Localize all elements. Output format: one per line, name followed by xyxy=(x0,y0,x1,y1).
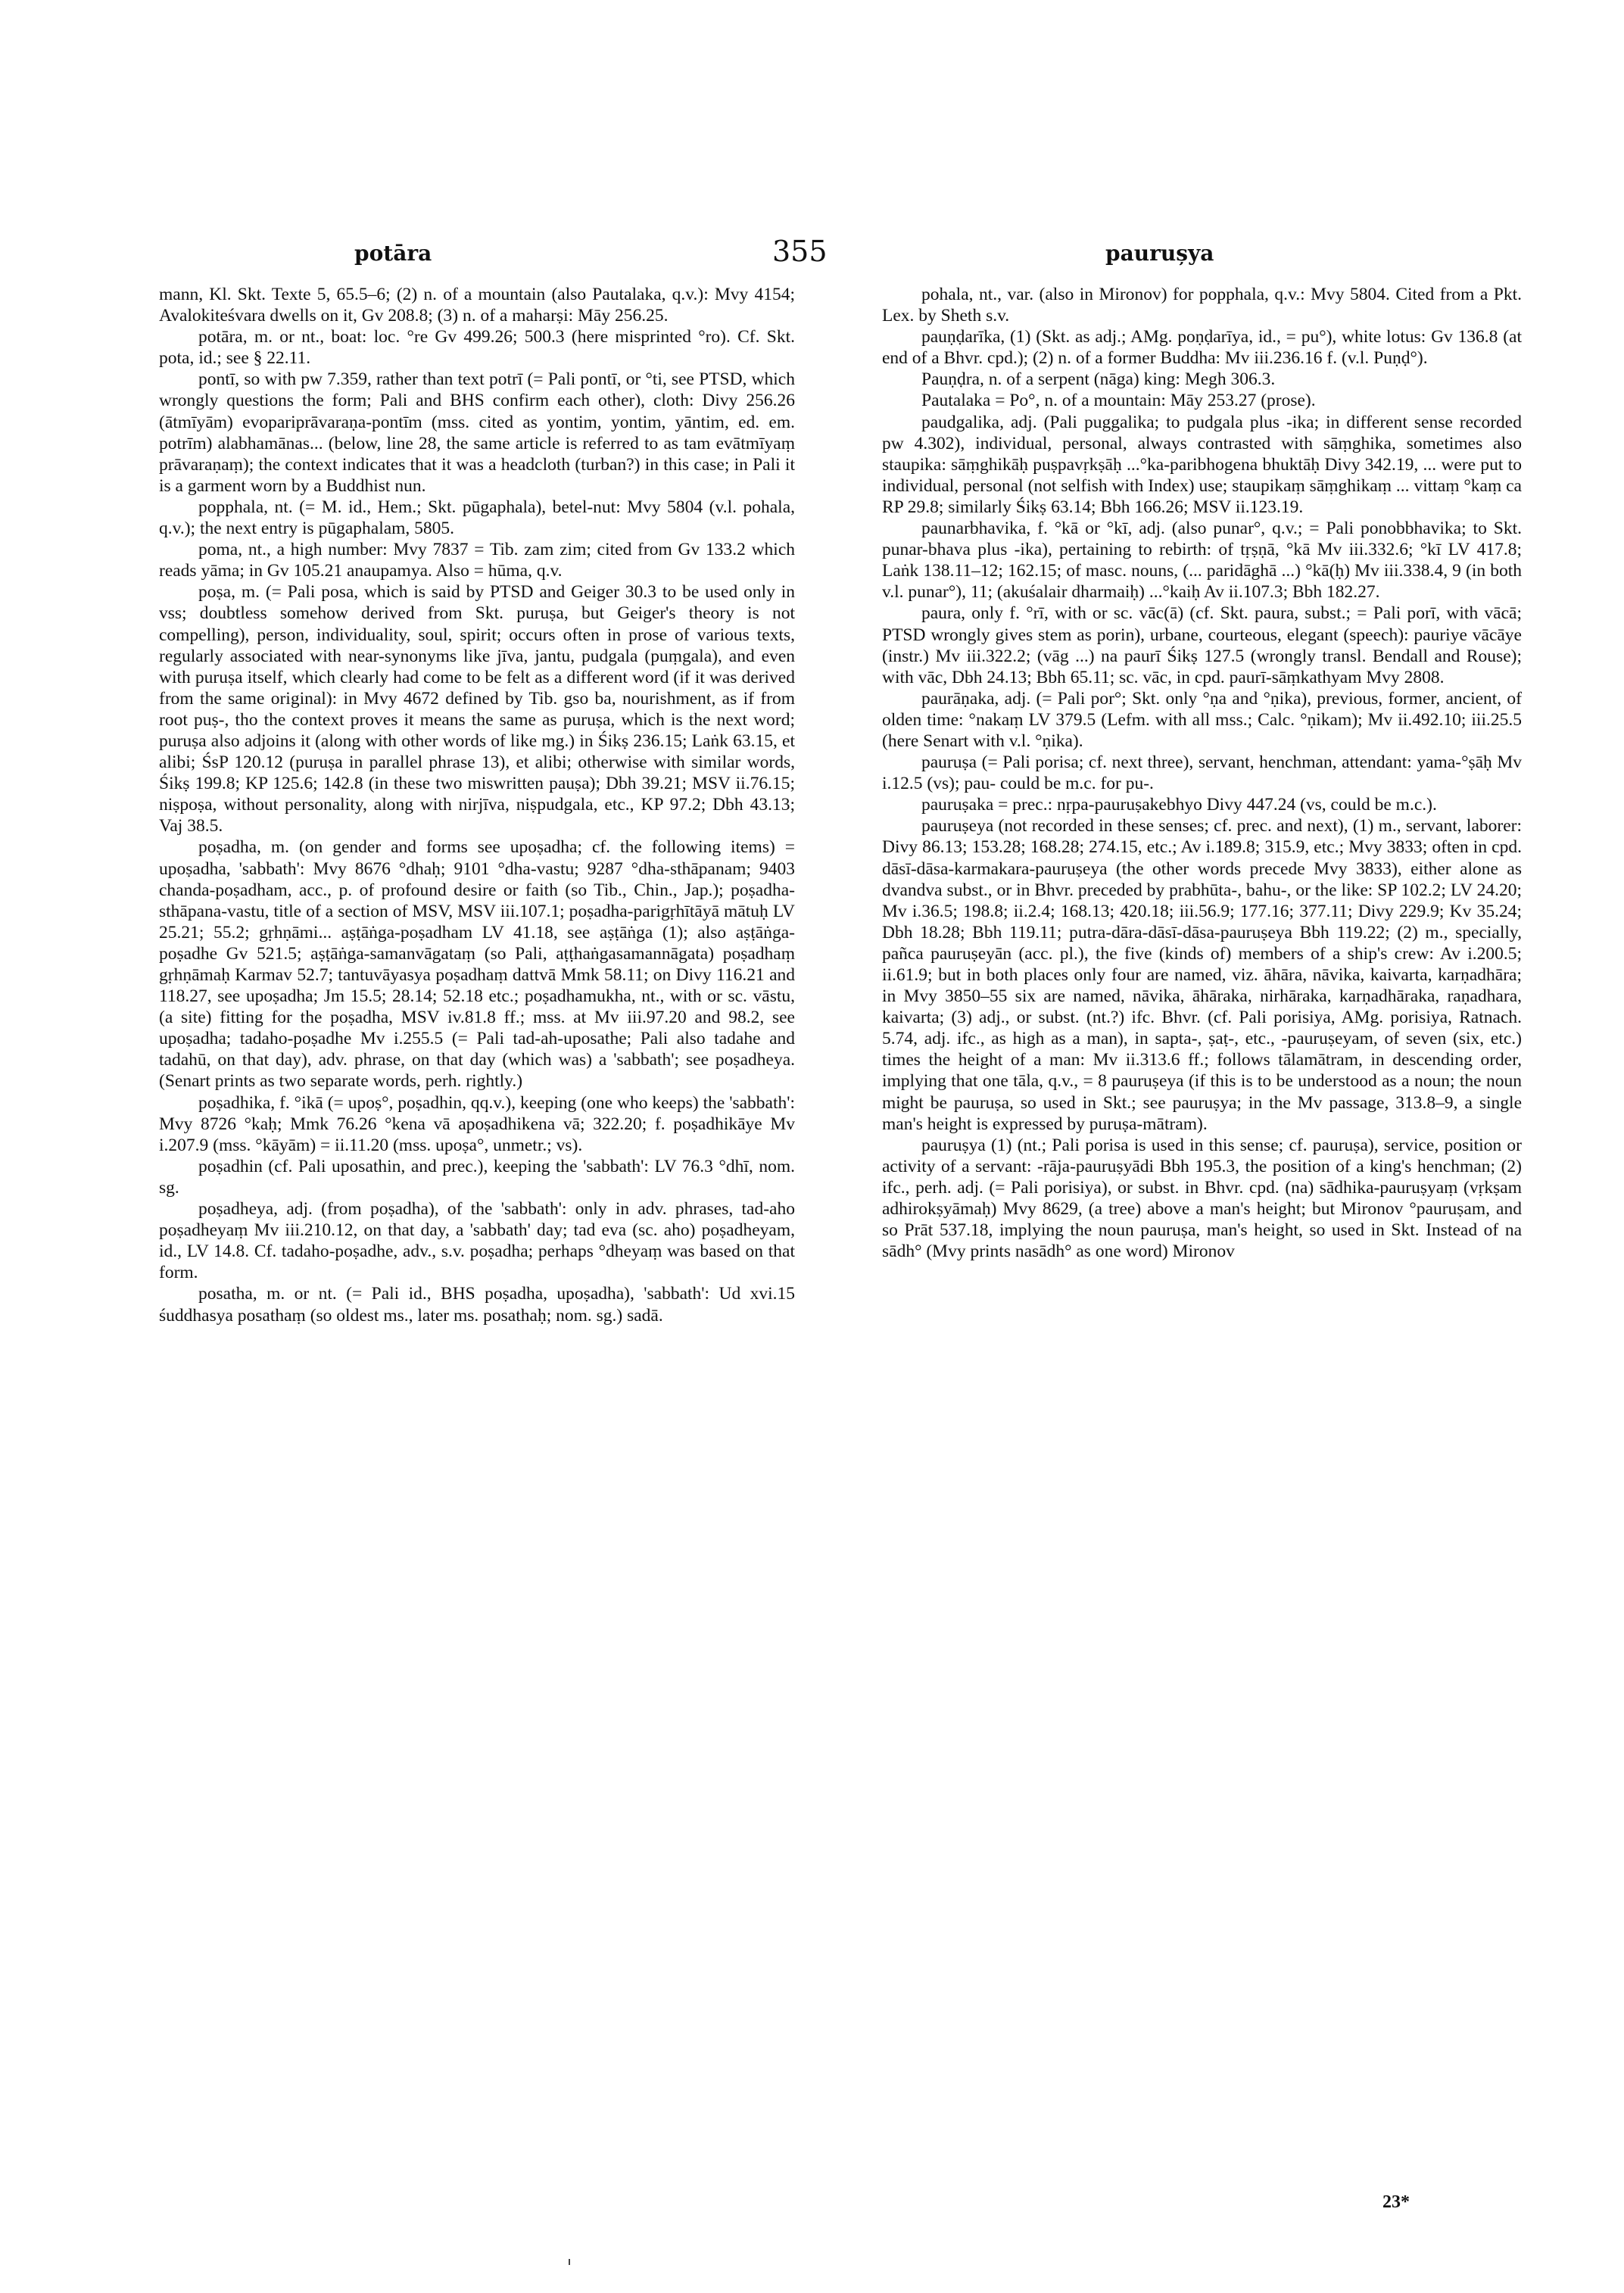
dictionary-entry: paudgalika, adj. (Pali puggalika; to pudgala plus -ika; in different sense recorded pw 4.302), individual, personal, always contrasted with sāṃghika, sometimes also staupika: sāṃghikāḥ puṣpavṛkṣāḥ ...°ka-paribhogena bhuktāḥ Divy 342.19, ... were put to individual, personal (not selfish with Index) use; staupikaṃ sāṃghikaṃ ... vittaṃ °kaṃ ca RP 29.8; similarly Śikṣ 63.14; Bbh 166.26; MSV ii.123.19. xyxy=(882,412,1522,517)
signature-mark: 23* xyxy=(1382,2192,1410,2212)
dictionary-entry: mann, Kl. Skt. Texte 5, 65.5–6; (2) n. of a mountain (also Pautalaka, q.v.): Mvy 4154; Avalokiteśvara dwells on it, Gv 208.8; (3) n. of a maharṣi: Māy 256.25. xyxy=(159,285,795,326)
left-column xyxy=(159,284,795,1326)
dictionary-entry: paunarbhavika, f. °kā or °kī, adj. (also punar°, q.v.; = Pali ponobbhavika; to Skt. punar-bhava plus -ika), pertaining to rebirth: of tṛṣṇā, °kā Mv iii.332.6; °kī LV 417.8; Laṅk 138.11–12; 162.15; of masc. nouns, (... paridāghā ...) °kā(ḥ) Mv iii.338.4, 9 (in both v.l. punar°), 11; (akuśalair dharmaiḥ) ...°kaiḥ Av ii.107.3; Bbh 182.27. xyxy=(882,519,1522,603)
page-number: 355 xyxy=(772,235,828,268)
dictionary-entry: pauṇḍarīka, (1) (Skt. as adj.; AMg. poṇḍarīya, id., = pu°), white lotus: Gv 136.8 (at end of a Bhvr. cpd.); (2) n. of a former Buddha: Mv iii.236.16 f. (v.l. Puṇḍ°). xyxy=(882,327,1522,369)
left-guide-word: potāra xyxy=(354,241,432,266)
dictionary-entry: poṣadhin (cf. Pali uposathin, and prec.), keeping the 'sabbath': LV 76.3 °dhī, nom. sg. xyxy=(159,1156,795,1198)
dictionary-entry: poṣadha, m. (on gender and forms see upoṣadha; cf. the following items) = upoṣadha, 'sabbath': Mvy 8676 °dhaḥ; 9101 °dha-vastu; 9287 °dha-sthāpanam; 9403 chanda-poṣadham, acc., p. of profound desire or faith (so Tib., Chin., Jap.); poṣadha-sthāpana-vastu, title of a section of MSV, MSV iii.107.1; poṣadha-parigṛhītāyā mātuḥ LV 25.21; 55.2; gṛhṇāmi... aṣṭāṅga-poṣadham LV 41.18, see aṣṭāṅga (1); also aṣṭāṅga-poṣadhe Gv 521.5; aṣṭāṅga-samanvāgataṃ (so Pali, aṭṭhaṅgasamannāgata) poṣadhaṃ gṛhṇāmaḥ Karmav 52.7; tantuvāyasya poṣadhaṃ dattvā Mmk 58.11; on Divy 116.21 and 118.27, see upoṣadha; Jm 15.5; 28.14; 52.18 etc.; poṣadhamukha, nt., with or sc. vāstu, (a site) fitting for the poṣadha, MSV iv.81.8 ff.; mss. at Mv iii.97.20 and 98.2, see upoṣadha; tadaho-poṣadhe Mv i.255.5 (= Pali tad-ah-uposathe; Pali also tadahe and tadahū, on that day), adv. phrase, on that day (which was) a 'sabbath'; see poṣadheya. (Senart prints as two separate words, perh. rightly.) xyxy=(159,837,795,1092)
dictionary-entry: potāra, m. or nt., boat: loc. °re Gv 499.26; 500.3 (here misprinted °ro). Cf. Skt. pota, id.; see § 22.11. xyxy=(159,327,795,369)
dictionary-entry: pauruṣeya (not recorded in these senses; cf. prec. and next), (1) m., servant, laborer: Divy 86.13; 153.28; 168.28; 274.15, etc.; Av i.189.8; 315.9, etc.; Mvy 3833; often in cpd. dāsī-dāsa-karmakara-pauruṣeya (the other words precede Mvy 3833), either alone as dvandva subst., or in Bhvr. preceded by prabhūta-, bahu-, or the like: SP 102.2; LV 24.20; Mv i.36.5; 198.8; ii.2.4; 168.13; 420.18; iii.56.9; 177.16; 377.11; Divy 229.9; Kv 35.24; Dbh 18.28; Bbh 119.11; putra-dāra-dāsī-dāsa-pauruṣeya Bbh 119.22; (2) m., specially, pañca pauruṣeyān (acc. pl.), the five (kinds of) members of a ship's crew: Av i.200.5; ii.61.9; but in both places only four are named, viz. āhāra, nāvika, kaivarta, karṇadhāra; in Mvy 3850–55 six are named, nāvika, āhāraka, nirhāraka, karṇadhāraka, raṇadhara, kaivarta; (3) adj., or subst. (nt.?) ifc. Bhvr. (cf. Pali porisiya, AMg. porisiya, Ratnach. 5.74, adj. ifc., as high as a man), in sapta-, ṣaṭ-, etc., -pauruṣeyam, of seven (six, etc.) times the height of a man: Mv ii.313.6 ff.; follows tālamātram, in descending order, implying that one tāla, q.v., = 8 pauruṣeya (if this is to be understood as a noun; the noun might be pauruṣa, so used in Skt.; see pauruṣya; in the Mv passage, 313.8–9, a single man's height is expressed by puruṣa-mātram). xyxy=(882,816,1522,1134)
dictionary-entry: pauruṣya (1) (nt.; Pali porisa is used in this sense; cf. pauruṣa), service, position or activity of a servant: -rāja-pauruṣyādi Bbh 195.3, the position of a king's henchman; (2) ifc., perh. adj. (= Pali porisiya), or subst. in Bhvr. cpd. (na) sādhika-pauruṣyaṃ (vṛkṣam adhirokṣyāmaḥ) Mvy 8629, (a tree) above a man's height; but Mironov °pauruṣam, and so Prāt 537.18, implying the noun pauruṣa, man's height, so used in Skt. Instead of na sādh° (Mvy prints nasādh° as one word) Mironov xyxy=(882,1135,1522,1262)
dictionary-entry: poṣadheya, adj. (from poṣadha), of the 'sabbath': only in adv. phrases, tad-aho poṣadheyaṃ Mv iii.210.12, on that day, a 'sabbath' day; tad eva (sc. aho) poṣadheyam, id., LV 14.8. Cf. tadaho-poṣadhe, adv., s.v. poṣadha; perhaps °dheyaṃ was based on that form. xyxy=(159,1199,795,1283)
dictionary-entry: poṣa, m. (= Pali posa, which is said by PTSD and Geiger 30.3 to be used only in vss; doubtless somehow derived from Skt. puruṣa, but Geiger's theory is not compelling), person, individuality, soul, spirit; occurs often in prose of various texts, regularly associated with near-synonyms like jīva, jantu, pudgala (puṃgala), and even with puruṣa itself, which clearly had come to be felt as a different word (if it was derived from the same original): in Mvy 4672 defined by Tib. gso ba, nourishment, as if from root puṣ-, tho the context proves it means the same as puruṣa, which is the next word; puruṣa also adjoins it (along with other words of like mg.) in Śikṣ 236.15; Laṅk 63.15, et alibi; ŚsP 120.12 (puruṣa in parallel phrase 13), et alibi; otherwise with similar words, Śikṣ 199.8; KP 125.6; 142.8 (in these two miswritten pauṣa); Dbh 39.21; MSV ii.76.15; niṣpoṣa, without personality, along with nirjīva, niṣpudgala, etc., KP 97.2; Dbh 43.13; Vaj 38.5. xyxy=(159,582,795,837)
dictionary-entry: poma, nt., a high number: Mvy 7837 = Tib. zam zim; cited from Gv 133.2 which reads yāma; in Gv 105.21 anaupamya. Also = hūma, q.v. xyxy=(159,540,795,581)
dictionary-entry: posatha, m. or nt. (= Pali id., BHS poṣadha, upoṣadha), 'sabbath': Ud xvi.15 śuddhasya posathaṃ (so oldest ms., later ms. posathaḥ; nom. sg.) sadā. xyxy=(159,1284,795,1326)
running-header xyxy=(0,235,1624,280)
dictionary-entry: paurāṇaka, adj. (= Pali por°; Skt. only °ṇa and °ṇika), previous, former, ancient, of olden time: °nakaṃ LV 379.5 (Lefm. with all mss.; Calc. °ṇikam); Mv ii.492.10; iii.25.5 (here Senart with v.l. °ṇika). xyxy=(882,688,1522,751)
dictionary-entry: Pautalaka = Po°, n. of a mountain: Māy 253.27 (prose). xyxy=(921,391,1316,411)
dictionary-entry: pontī, so with pw 7.359, rather than text potrī (= Pali pontī, or °ti, see PTSD, which wrongly questions the form; Pali and BHS confirm each other), cloth: Divy 256.26 (ātmīyām) evopariprāvaraṇa-pontīm (mss. cited as yontim, yontim, yāntim, ed. em. potrīm) alabhamānas... (below, line 28, the same article is referred to as tam evātmīyaṃ prāvaraṇaṃ); the context indicates that it was a headcloth (turban?) in this case; in Pali it is a garment worn by a Buddhist nun. xyxy=(159,369,795,496)
stray-mark xyxy=(569,2259,570,2265)
dictionary-entry: popphala, nt. (= M. id., Hem.; Skt. pūgaphala), betel-nut: Mvy 5804 (v.l. pohala, q.v.); the next entry is pūgaphalam, 5805. xyxy=(159,497,795,539)
right-column xyxy=(882,284,1522,1262)
dictionary-entry: paura, only f. °rī, with or sc. vāc(ā) (cf. Skt. paura, subst.; = Pali porī, with vācā; PTSD wrongly gives stem as porin), urbane, courteous, elegant (speech): pauriye vācāye (instr.) Mv iii.322.2; (vāg ...) na paurī Śikṣ 127.5 (wrongly transl. Bendall and Rouse); with vāc, Dbh 24.13; Bbh 65.11; sc. vāc, in cpd. paurī-sāṃkathyam Mvy 2808. xyxy=(882,603,1522,687)
dictionary-entry: pauruṣa (= Pali porisa; cf. next three), servant, henchman, attendant: yama-°ṣāḥ Mv i.12.5 (vs); pau- could be m.c. for pu-. xyxy=(882,752,1522,794)
dictionary-entry: pauruṣaka = prec.: nṛpa-pauruṣakebhyo Divy 447.24 (vs, could be m.c.). xyxy=(921,795,1437,815)
dictionary-entry: Pauṇḍra, n. of a serpent (nāga) king: Megh 306.3. xyxy=(921,369,1276,390)
dictionary-entry: poṣadhika, f. °ikā (= upoṣ°, poṣadhin, qq.v.), keeping (one who keeps) the 'sabbath': Mvy 8726 °kaḥ; Mmk 76.26 °kena vā apoṣadhikena vā; 322.20; f. poṣadhikāye Mv i.207.9 (mss. °kāyām) = ii.11.20 (mss. upoṣa°, unmetr.; vs). xyxy=(159,1092,795,1155)
dictionary-entry: pohala, nt., var. (also in Mironov) for popphala, q.v.: Mvy 5804. Cited from a Pkt. Lex. by Sheth s.v. xyxy=(882,285,1522,326)
right-guide-word: paurușya xyxy=(1105,241,1214,266)
